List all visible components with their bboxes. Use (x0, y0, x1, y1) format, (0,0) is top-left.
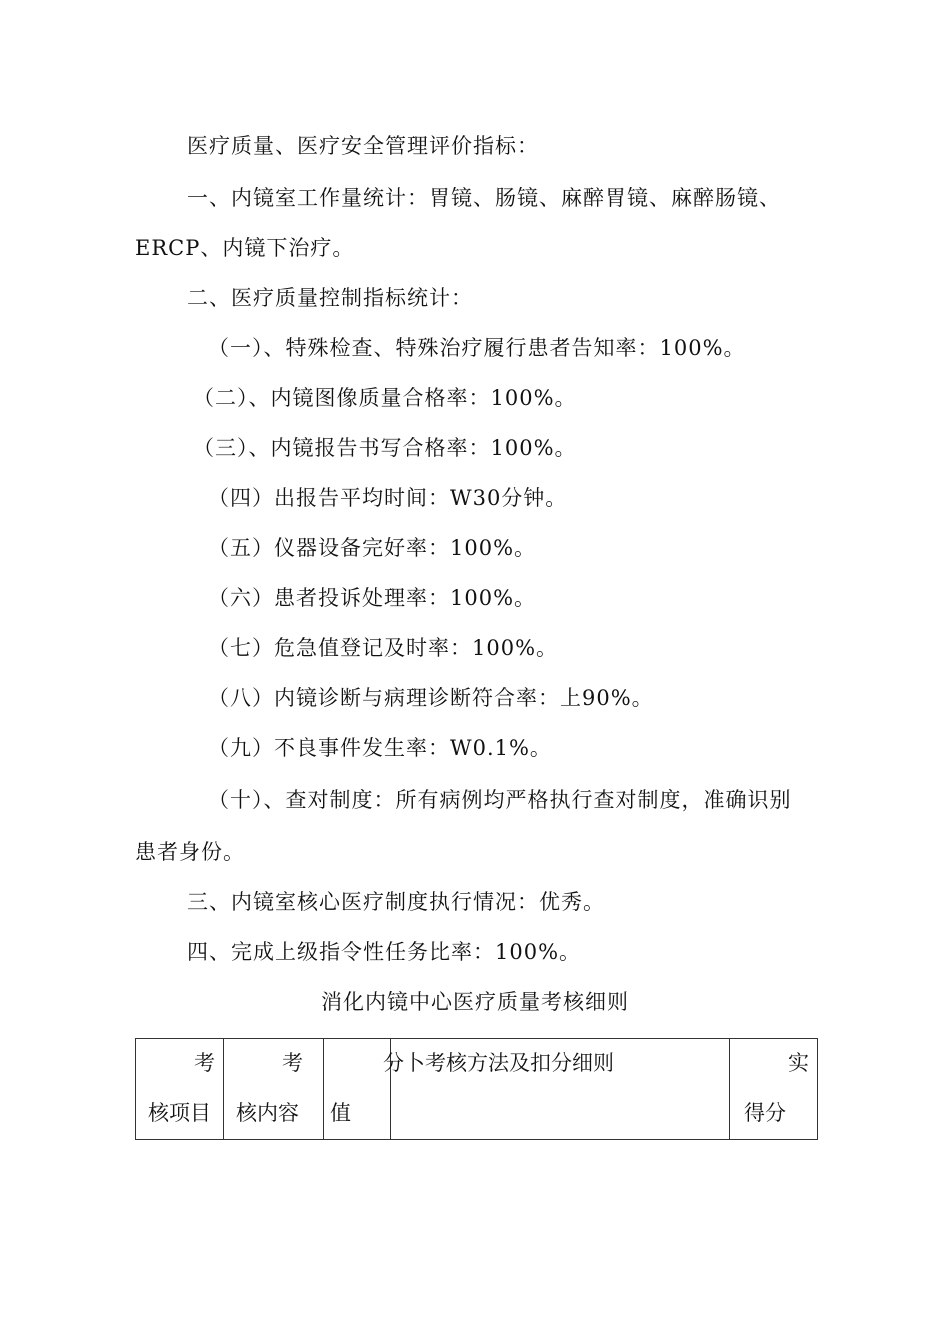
header-cell-content (224, 1039, 324, 1140)
list-item-10-cont: 患者身份。 (135, 840, 245, 864)
paragraph-section-1: 一、内镜室工作量统计：胃镜、肠镜、麻醉胃镜、麻醉肠镜、 (187, 186, 781, 210)
assessment-table (135, 1038, 818, 1140)
paragraph-heading: 医疗质量、医疗安全管理评价指标： (187, 134, 539, 158)
header-actual-bottom: 得分 (744, 1101, 786, 1125)
paragraph-section-1-cont: ERCP、内镜下治疗。 (135, 236, 355, 260)
list-item-9: （九）不良事件发生率：W0.1%。 (208, 736, 552, 760)
header-actual-top: 实 (788, 1051, 809, 1075)
paragraph-section-2: 二、医疗质量控制指标统计： (187, 286, 473, 310)
header-score-bottom: 值 (330, 1101, 351, 1125)
header-cell-actual (730, 1039, 818, 1140)
header-item-top: 考 (194, 1051, 215, 1075)
list-item-6: （六）患者投诉处理率：100%。 (208, 586, 537, 610)
header-cell-score (324, 1039, 391, 1140)
list-item-3: （三）、内镜报告书写合格率：100%。 (193, 436, 577, 460)
header-cell-item (136, 1039, 224, 1140)
list-item-8: （八）内镜诊断与病理诊断符合率：上90%。 (208, 686, 654, 710)
list-item-4: （四）出报告平均时间：W30分钟。 (208, 486, 568, 510)
paragraph-section-4: 四、完成上级指令性任务比率：100%。 (187, 940, 582, 964)
table-header-row (136, 1039, 818, 1140)
header-cell-method (383, 1039, 730, 1140)
list-item-7: （七）危急值登记及时率：100%。 (208, 636, 559, 660)
list-item-5: （五）仪器设备完好率：100%。 (208, 536, 537, 560)
header-method-top: 分卜考核方法及扣分细则 (383, 1051, 614, 1075)
header-content-top: 考 (282, 1051, 303, 1075)
paragraph-section-3: 三、内镜室核心医疗制度执行情况：优秀。 (187, 890, 605, 914)
list-item-10: （十）、查对制度：所有病例均严格执行查对制度，准确识别 (208, 788, 792, 812)
header-item-bottom: 核项目 (148, 1101, 211, 1125)
header-content-bottom: 核内容 (236, 1101, 299, 1125)
list-item-1: （一）、特殊检查、特殊治疗履行患者告知率：100%。 (208, 336, 746, 360)
list-item-2: （二）、内镜图像质量合格率：100%。 (193, 386, 577, 410)
table-title: 消化内镜中心医疗质量考核细则 (321, 990, 629, 1014)
